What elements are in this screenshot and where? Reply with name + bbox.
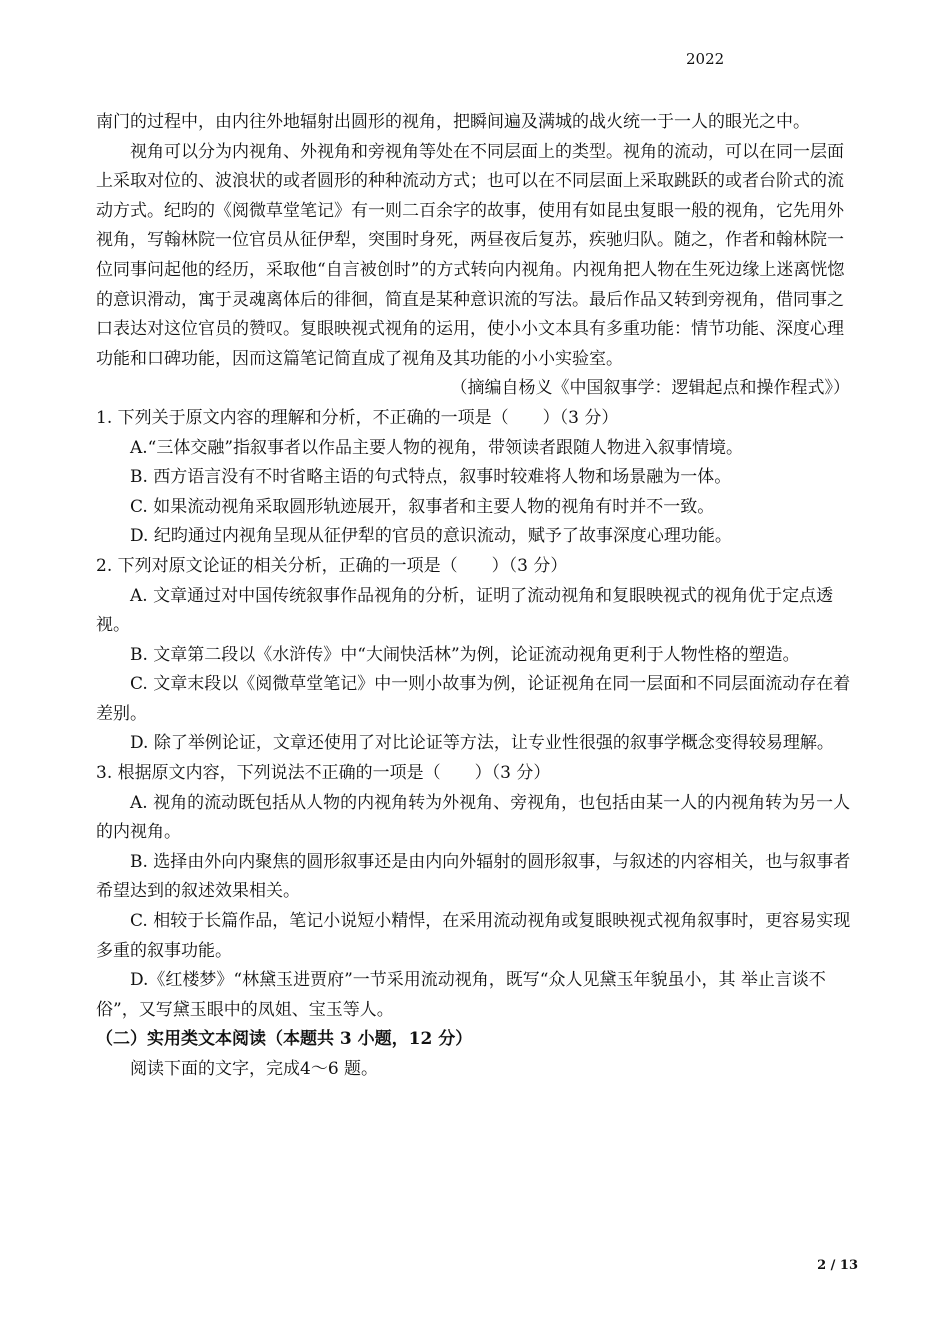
question-3-option-d: D.《红楼梦》“林黛玉进贾府”一节采用流动视角，既写“众人见黛玉年貌虽小，其 举止言谈不俗”，又写黛玉眼中的凤姐、宝玉等人。 [96, 970, 826, 1020]
document-body [96, 108, 856, 1085]
question-2-option-d: D. 除了举例论证，文章还使用了对比论证等方法，让专业性很强的叙事学概念变得较易理解。 [130, 733, 834, 754]
question-3-option-b: B. 选择由外向内聚焦的圆形叙事还是由内向外辐射的圆形叙事，与叙述的内容相关，也与叙事者希望达到的叙述效果相关。 [96, 851, 851, 902]
header-year: 2022 [686, 50, 725, 68]
section-2-instruction: 阅读下面的文字，完成4～6 题。 [130, 1059, 379, 1079]
question-3-option-c: C. 相较于长篇作品，笔记小说短小精悍，在采用流动视角或复眼映视式视角叙事时，更容易实现多重的叙事功能。 [96, 911, 851, 961]
question-3-stem: 3. 根据原文内容，下列说法不正确的一项是（ ）（3 分） [96, 763, 551, 784]
article-source: （摘编自杨义《中国叙事学：逻辑起点和操作程式》） [450, 378, 850, 399]
article-paragraph-1: 视角可以分为内视角、外视角和旁视角等处在不同层面上的类型。视角的流动，可以在同一层面上采取对位的、波浪状的或者圆形的种种流动方式；也可以在不同层面上采取跳跃的或者台阶式的流动方式。纪昀的《阅微草堂笔记》有一则二百余字的故事，使用有如昆虫复眼一般的视角，它先用外视角，写翰林院一位官员从征伊犁，突围时身死，两昼夜后复苏，疾驰归队。随之，作者和翰林院一位同事问起他的经历，采取他“自言被创时”的方式转向内视角。内视角把人物在生死边缘上迷离恍惚的意识滑动，寓于灵魂离体后的徘徊，简直是某种意识流的写法。最后作品又转到旁视角，借同事之口表达对这位官员的赞叹。复眼映视式视角的运用，使小小文本具有多重功能：情节功能、深度心理功能和口碑功能，因而这篇笔记简直成了视角及其功能的小小实验室。 [96, 141, 845, 369]
page-number: 2 / 13 [817, 1258, 858, 1273]
question-1-option-d: D. 纪昀通过内视角呈现从征伊犁的官员的意识流动，赋予了故事深度心理功能。 [130, 526, 732, 547]
question-3-option-a: A. 视角的流动既包括从人物的内视角转为外视角、旁视角，也包括由某一人的内视角转为另一人的内视角。 [96, 792, 851, 843]
article-paragraph-0: 南门的过程中，由内往外地辐射出圆形的视角，把瞬间遍及满城的战火统一于一人的眼光之中。 [96, 112, 810, 132]
question-2-option-b: B. 文章第二段以《水浒传》中“大闹快活林”为例，论证流动视角更利于人物性格的塑造。 [130, 644, 800, 665]
question-1-option-a: A.“三体交融”指叙事者以作品主要人物的视角，带领读者跟随人物进入叙事情境。 [130, 437, 744, 458]
question-1-option-c: C. 如果流动视角采取圆形轨迹展开，叙事者和主要人物的视角有时并不一致。 [130, 496, 715, 517]
question-2-stem: 2. 下列对原文论证的相关分析，正确的一项是（ ）（3 分） [96, 555, 568, 576]
question-1-option-b: B. 西方语言没有不时省略主语的句式特点，叙事时较难将人物和场景融为一体。 [130, 467, 732, 488]
question-2-option-c: C. 文章末段以《阅微草堂笔记》中一则小故事为例，论证视角在同一层面和不同层面流动存在着差别。 [96, 674, 851, 724]
section-2-heading: （二）实用类文本阅读（本题共 3 小题，12 分） [96, 1029, 473, 1050]
question-1-stem: 1. 下列关于原文内容的理解和分析，不正确的一项是（ ）（3 分） [96, 407, 619, 428]
question-2-option-a: A. 文章通过对中国传统叙事作品视角的分析，证明了流动视角和复眼映视式的视角优于定点透视。 [96, 585, 834, 636]
